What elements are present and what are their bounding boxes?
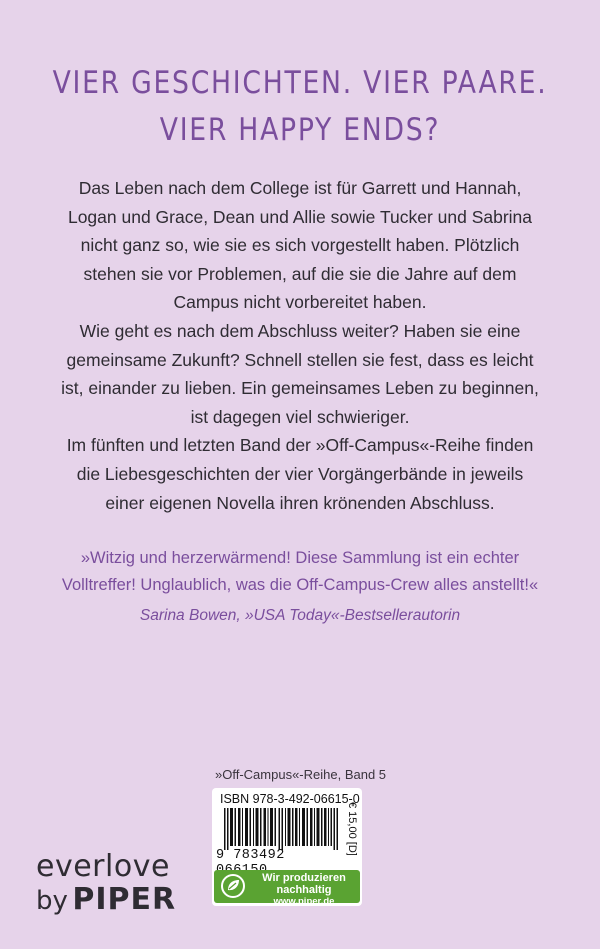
quote-text: »Witzig und herzerwärmend! Diese Sammlung ist ein echter Volltreffer! Unglaublich, was die Off-Campus-Crew alles anstellt!«	[61, 549, 539, 594]
eco-badge-text	[250, 872, 358, 908]
quote-author: Sarina Bowen, »USA Today«-Bestsellerautorin	[139, 607, 461, 624]
barcode-digits: 9 783492	[216, 848, 285, 863]
eco-badge	[214, 870, 360, 907]
blurb-paragraph: Wie geht es nach dem Abschluss weiter? Haben sie eine gemeinsame Zukunft? Schnell stellen sie fest, dass es leicht ist, einander zu lieben. Ein gemeinsames Leben zu beginnen, ist dagegen viel schwieriger.	[61, 320, 539, 427]
headline	[42, 60, 558, 154]
publisher-logo	[36, 849, 177, 921]
price-label: € 15,00 [D]	[346, 802, 358, 856]
headline-line-2: VIER HAPPY ENDS?	[159, 112, 441, 148]
logo-piper: PIPER	[72, 882, 177, 917]
blurb-paragraph: Im fünften und letzten Band der »Off-Campus«-Reihe finden die Liebesgeschichten der vier Vorgängerbände in jeweils einer eigenen Novella ihren krönenden Abschluss.	[66, 435, 534, 513]
barcode-icon	[224, 808, 338, 850]
review-quote	[60, 545, 540, 629]
headline-line-1: VIER GESCHICHTEN. VIER PAARE.	[52, 65, 548, 101]
eco-line-1: Wir produzieren	[262, 872, 346, 884]
recycle-leaf-icon	[220, 873, 246, 899]
blurb-paragraph: Das Leben nach dem College ist für Garrett und Hannah, Logan und Grace, Dean und Allie sowie Tucker und Sabrina nicht ganz so, wie sie es sich vorgestellt haben. Plötzlich stehen sie vor Problemen, auf die sie die Jahre auf dem Campus nicht vorbereitet haben.	[67, 178, 533, 313]
isbn-text: ISBN 978-3-492-06615-0	[220, 792, 360, 806]
eco-line-2: nachhaltig	[276, 884, 332, 896]
logo-everlove: everlove	[36, 849, 170, 884]
series-info: »Off-Campus«-Reihe, Band 5	[215, 767, 387, 782]
blurb	[60, 174, 540, 517]
publisher-url: www.piper.de	[273, 896, 335, 907]
barcode-label	[212, 788, 362, 906]
logo-by: by	[36, 886, 68, 916]
